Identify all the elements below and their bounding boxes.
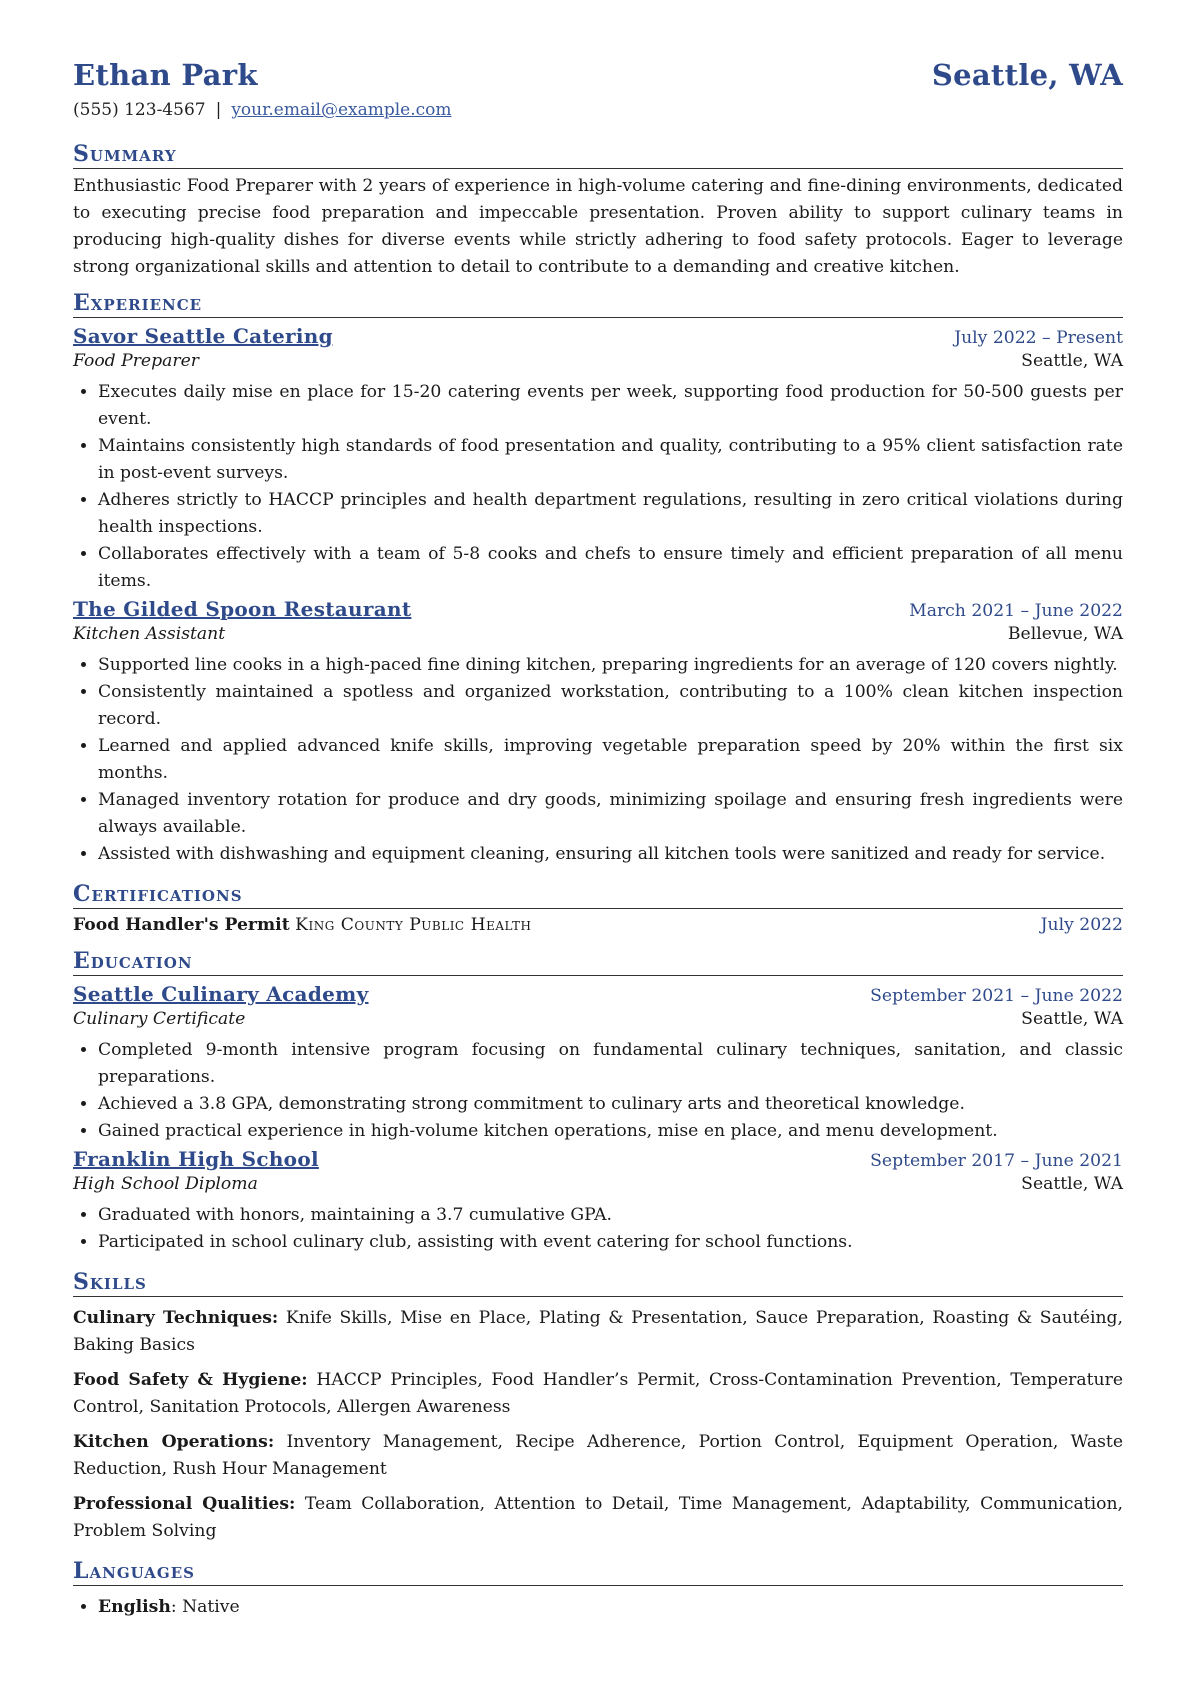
contact-separator: | [215,100,222,120]
bullet-item: • Graduated with honors, maintaining a 3.7 cumulative GPA. [98,1202,1123,1229]
school-location: Seattle, WA [1021,1009,1123,1029]
email-link[interactable]: your.email@example.com [231,100,452,120]
education-dates: September 2021 – June 2022 [870,986,1123,1006]
skill-group [73,1305,1123,1359]
employment-dates: July 2022 – Present [954,328,1123,348]
certification-name: Food Handler's Permit [73,915,290,935]
education-dates: September 2017 – June 2021 [870,1151,1123,1171]
skill-group [73,1491,1123,1545]
bullet-item: • Assisted with dishwashing and equipment cleaning, ensuring all kitchen tools were sanitized and ready for service. [98,841,1123,868]
skill-values: Team Collaboration, Attention to Detail, Time Management, Adaptability, Communication, Problem Solving [73,1494,1123,1541]
bullet-item: • Supported line cooks in a high-paced fine dining kitchen, preparing ingredients for an average of 120 covers nightly. [98,652,1123,679]
resume-header [73,58,1123,92]
contact-line [73,100,1123,120]
bullet-list [73,379,1123,595]
bullet-item: • Gained practical experience in high-volume kitchen operations, mise en place, and menu development. [98,1118,1123,1145]
languages-list [73,1594,1123,1621]
skill-values: Inventory Management, Recipe Adherence, Portion Control, Equipment Operation, Waste Reduction, Rush Hour Management [73,1432,1123,1479]
school-name[interactable]: Seattle Culinary Academy [73,982,369,1006]
skill-group [73,1429,1123,1483]
job-title: Food Preparer [73,351,199,371]
language-name: English [98,1597,171,1617]
resume-page [73,58,1123,1621]
bullet-item: • Maintains consistently high standards of food presentation and quality, contributing to a 95% client satisfaction rate in post-event surveys. [98,433,1123,487]
degree: High School Diploma [73,1174,258,1194]
experience-entry [73,597,1123,868]
language-level: : Native [170,1597,240,1617]
employer-name[interactable]: Savor Seattle Catering [73,324,333,348]
languages-heading: Languages [73,1557,1123,1586]
summary-text: Enthusiastic Food Preparer with 2 years of experience in high-volume catering and fine-dining environments, dedicated to executing precise food preparation and impeccable presentation. Proven ability to support culinary teams in producing high-quality dishes for diverse events while strictly adhering to food safety protocols. Eager to leverage strong organizational skills and attention to detail to contribute to a demanding and creative kitchen. [73,176,1123,277]
candidate-location: Seattle, WA [931,58,1123,92]
education-heading: Education [73,947,1123,976]
bullet-item: • Collaborates effectively with a team of 5-8 cooks and chefs to ensure timely and efficient preparation of all menu items. [98,541,1123,595]
bullet-item: • Executes daily mise en place for 15-20 catering events per week, supporting food production for 50-500 guests per event. [98,379,1123,433]
certification-date: July 2022 [1040,915,1123,935]
certification-item [73,915,1123,935]
education-entry [73,1147,1123,1256]
bullet-item: • Learned and applied advanced knife skills, improving vegetable preparation speed by 20% within the first six months. [98,733,1123,787]
bullet-item: • Adheres strictly to HACCP principles and health department regulations, resulting in zero critical violations during health inspections. [98,487,1123,541]
bullet-item: • Achieved a 3.8 GPA, demonstrating strong commitment to culinary arts and theoretical knowledge. [98,1091,1123,1118]
skill-label: Kitchen Operations: [73,1432,275,1452]
experience-heading: Experience [73,289,1123,318]
school-name[interactable]: Franklin High School [73,1147,319,1171]
employment-dates: March 2021 – June 2022 [909,601,1123,621]
bullet-item: • Completed 9-month intensive program focusing on fundamental culinary techniques, sanitation, and classic preparations. [98,1037,1123,1091]
bullet-list [73,652,1123,868]
certification-issuer: King County Public Health [295,915,532,935]
job-location: Bellevue, WA [1007,624,1123,644]
employer-name[interactable]: The Gilded Spoon Restaurant [73,597,412,621]
skill-label: Professional Qualities: [73,1494,296,1514]
skill-label: Food Safety & Hygiene: [73,1370,308,1390]
summary-heading: Summary [73,140,1123,169]
candidate-name: Ethan Park [73,58,258,92]
experience-entry [73,324,1123,595]
education-entry [73,982,1123,1145]
degree: Culinary Certificate [73,1009,246,1029]
bullet-item: • Consistently maintained a spotless and organized workstation, contributing to a 100% clean kitchen inspection record. [98,679,1123,733]
language-item [98,1594,1123,1621]
job-location: Seattle, WA [1021,351,1123,371]
skills-heading: Skills [73,1268,1123,1297]
bullet-item: • Participated in school culinary club, assisting with event catering for school functions. [98,1229,1123,1256]
school-location: Seattle, WA [1021,1174,1123,1194]
skill-values: Knife Skills, Mise en Place, Plating & Presentation, Sauce Preparation, Roasting & Sautéing, Baking Basics [73,1308,1123,1355]
job-title: Kitchen Assistant [73,624,226,644]
skill-group [73,1367,1123,1421]
bullet-list [73,1202,1123,1256]
phone-number: (555) 123-4567 [73,100,206,120]
certifications-heading: Certifications [73,880,1123,909]
skill-label: Culinary Techniques: [73,1308,279,1328]
bullet-item: • Managed inventory rotation for produce and dry goods, minimizing spoilage and ensuring fresh ingredients were always available. [98,787,1123,841]
skill-values: HACCP Principles, Food Handler’s Permit, Cross-Contamination Prevention, Temperature Control, Sanitation Protocols, Allergen Awareness [73,1370,1124,1417]
bullet-list [73,1037,1123,1145]
